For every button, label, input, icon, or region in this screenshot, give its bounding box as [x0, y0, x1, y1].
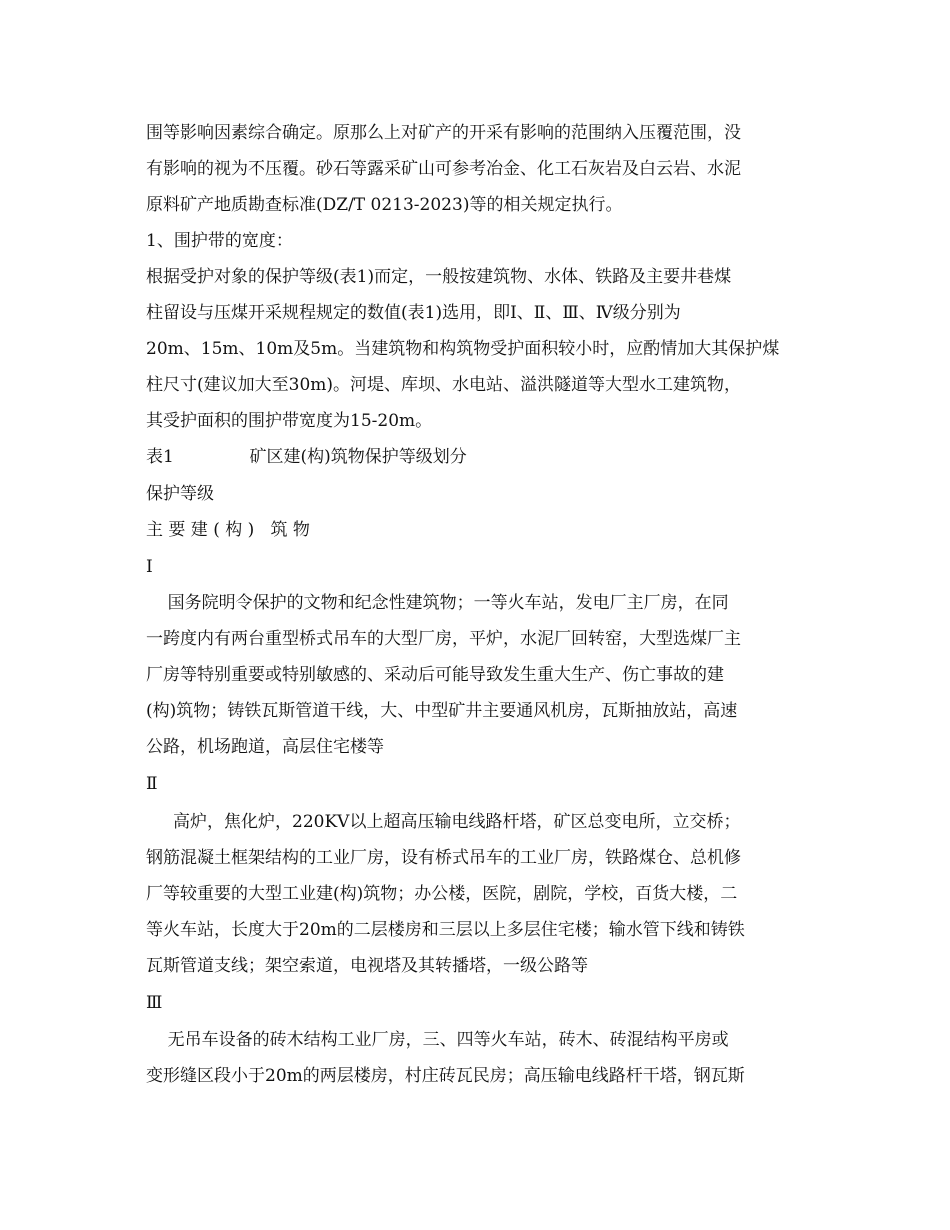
paragraph-line: 无吊车设备的砖木结构工业厂房，三、四等火车站，砖木、砖混结构平房或	[146, 1030, 729, 1050]
paragraph-line: 有影响的视为不压覆。砂石等露采矿山可参考冶金、化工石灰岩及白云岩、水泥	[146, 159, 741, 179]
grade-label: Ⅱ	[146, 774, 158, 794]
paragraph-line: 等火车站，长度大于20m的二层楼房和三层以上多层住宅楼；输水管下线和铸铁	[146, 920, 745, 940]
grade-label: Ⅰ	[146, 557, 153, 577]
section-heading: 1、围护带的宽度：	[146, 231, 293, 251]
paragraph-line: 原料矿产地质勘查标准(DZ/T 0213-2023)等的相关规定执行。	[146, 195, 623, 215]
paragraph-line: 变形缝区段小于20m的两层楼房，村庄砖瓦民房；高压输电线路杆干塔，钢瓦斯	[146, 1066, 745, 1086]
paragraph-line: 厂房等特别重要或特别敏感的、采动后可能导致发生重大生产、伤亡事故的建	[146, 665, 724, 685]
paragraph-line: 国务院明令保护的文物和纪念性建筑物；一等火车站，发电厂主厂房，在同	[146, 593, 729, 613]
table-header-grade: 保护等级	[146, 484, 214, 504]
paragraph-line: 钢筋混凝土框架结构的工业厂房，设有桥式吊车的工业厂房，铁路煤仓、总机修	[146, 848, 741, 868]
paragraph-line: 一跨度内有两台重型桥式吊车的大型厂房，平炉，水泥厂回转窑，大型选煤厂主	[146, 629, 741, 649]
paragraph-line: 瓦斯管道支线；架空索道，电视塔及其转播塔，一级公路等	[146, 956, 588, 976]
paragraph-line: 柱留设与压煤开采规程规定的数值(表1)选用，即Ⅰ、Ⅱ、Ⅲ、Ⅳ级分别为	[146, 303, 681, 323]
paragraph-line: 根据受护对象的保护等级(表1)而定，一般按建筑物、水体、铁路及主要井巷煤	[146, 267, 732, 287]
paragraph-line: 厂等较重要的大型工业建(构)筑物；办公楼，医院，剧院，学校，百货大楼，二	[146, 884, 738, 904]
paragraph-line: 柱尺寸(建议加大至30m)。河堤、库坝、水电站、溢洪隧道等大型水工建筑物，	[146, 375, 742, 395]
grade-label: Ⅲ	[146, 993, 163, 1013]
paragraph-line: 其受护面积的围护带宽度为15-20m。	[146, 411, 433, 431]
paragraph-line: 20m、15m、10m及5m。当建筑物和构筑物受护面积较小时，应酌情加大其保护煤	[146, 339, 780, 359]
paragraph-line: 公路，机场跑道，高层住宅楼等	[146, 737, 384, 757]
paragraph-line: 围等影响因素综合确定。原那么上对矿产的开采有影响的范围纳入压覆范围，没	[146, 123, 741, 143]
paragraph-line: 高炉，焦化炉，220KV以上超高压输电线路杆塔，矿区总变电所，立交桥；	[146, 812, 741, 832]
paragraph-line: (构)筑物；铸铁瓦斯管道干线，大、中型矿井主要通风机房，瓦斯抽放站，高速	[146, 701, 738, 721]
table-header-structures: 主 要 建 ( 构 ) 筑 物	[146, 520, 310, 540]
table-caption: 表1 矿区建(构)筑物保护等级划分	[146, 447, 467, 467]
